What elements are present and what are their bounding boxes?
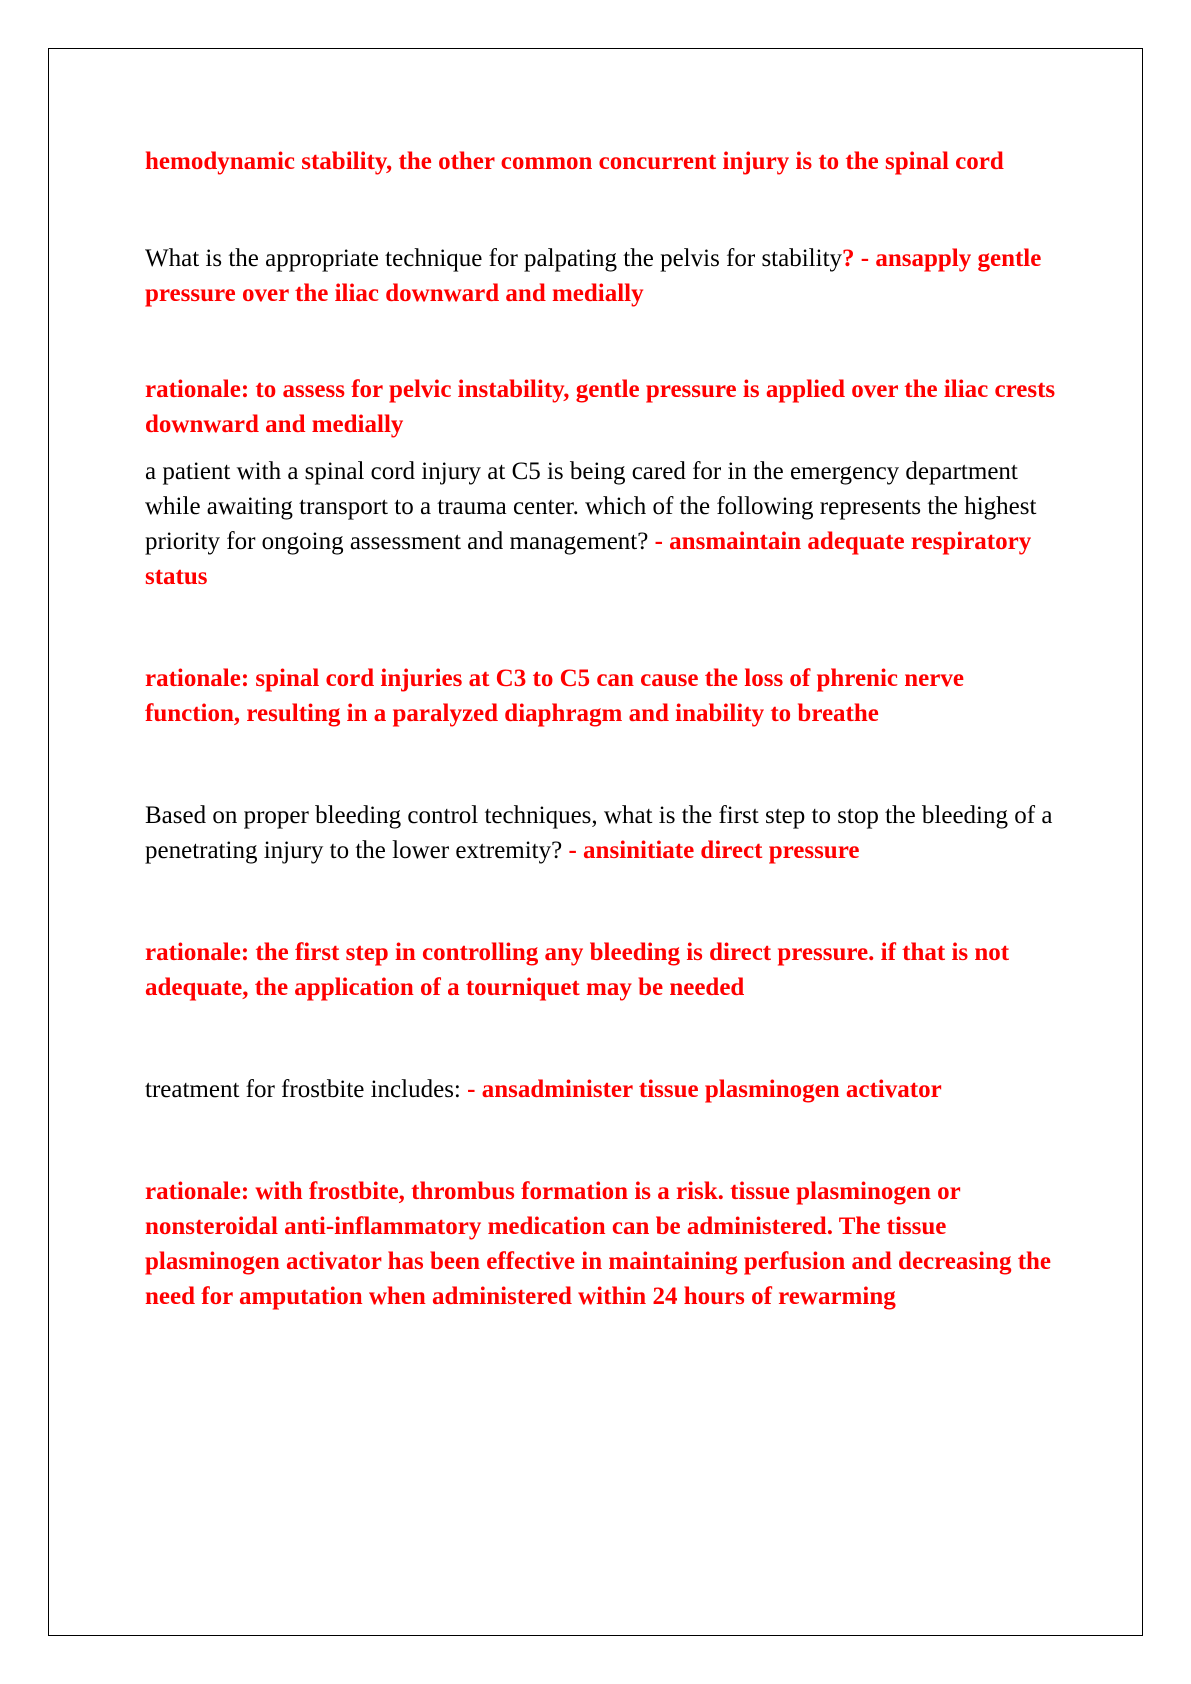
question-paragraph: [145, 454, 1065, 594]
question-text: treatment for frostbite includes:: [145, 1076, 461, 1103]
question-mark: ?: [842, 245, 855, 272]
rationale-text: rationale: the first step in controlling any bleeding is direct pressure. if that is not adequate, the application of a tourniquet may be needed: [145, 939, 1010, 1001]
answer-text: - ansinitiate direct pressure: [562, 837, 860, 864]
rationale-text: rationale: to assess for pelvic instability, gentle pressure is applied over the iliac crests downward and medially: [145, 376, 1056, 438]
document-body: [145, 144, 1065, 1314]
answer-text: - ansmaintain adequate respiratory status: [145, 528, 1032, 590]
question-paragraph: [145, 798, 1065, 868]
answer-text: - ansapply gentle pressure over the iliac downward and medially: [145, 245, 1042, 307]
question-text: What is the appropriate technique for palpating the pelvis for stability: [145, 245, 843, 272]
question-text: a patient with a spinal cord injury at C5 is being cared for in the emergency department while awaiting transport to a trauma center. which of the following represents the highest priority for ongoing assessment and management?: [145, 458, 1037, 555]
question-paragraph: [145, 241, 1065, 311]
question-paragraph: [145, 1072, 1065, 1107]
answer-text: - ansadminister tissue plasminogen activator: [460, 1076, 942, 1103]
rationale-text: hemodynamic stability, the other common concurrent injury is to the spinal cord: [145, 148, 1004, 175]
rationale-text: rationale: with frostbite, thrombus formation is a risk. tissue plasminogen or nonsteroidal anti-inflammatory medication can be administered. The tissue plasminogen activator has been effective in maintaining perfusion and decreasing the need for amputation when administered within 24 hours of rewarming: [145, 1178, 1052, 1310]
rationale-text: rationale: spinal cord injuries at C3 to C5 can cause the loss of phrenic nerve function, resulting in a paralyzed diaphragm and inability to breathe: [145, 665, 964, 727]
question-text: Based on proper bleeding control techniques, what is the first step to stop the bleeding of a penetrating injury to the lower extremity?: [145, 802, 1053, 864]
